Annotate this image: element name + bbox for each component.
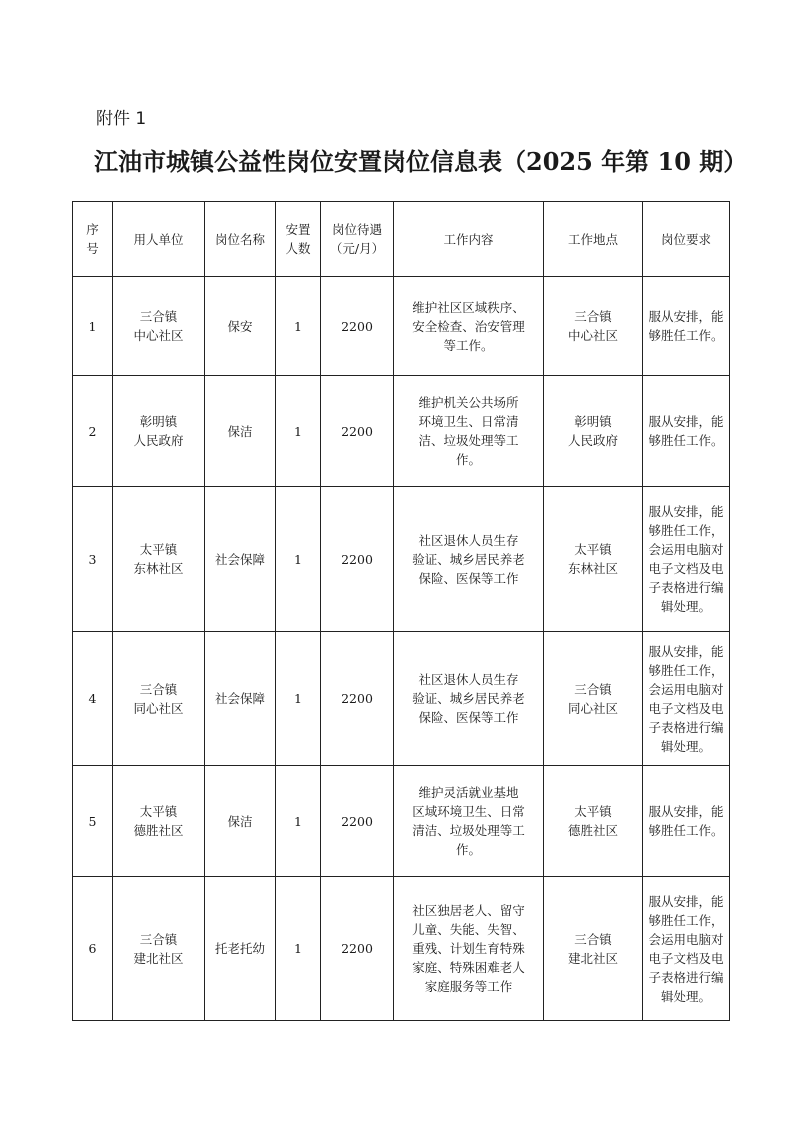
cell-position: 社会保障	[205, 632, 276, 766]
cell-no: 4	[73, 632, 113, 766]
cell-count: 1	[276, 877, 321, 1021]
cell-count: 1	[276, 487, 321, 632]
cell-requirement: 服从安排，能 够胜任工作。	[643, 277, 730, 376]
cell-position: 保洁	[205, 376, 276, 487]
cell-salary: 2200	[321, 632, 394, 766]
cell-location: 三合镇 建北社区	[544, 877, 643, 1021]
cell-requirement: 服从安排，能 够胜任工作。	[643, 376, 730, 487]
table-row	[73, 877, 730, 1021]
cell-count: 1	[276, 277, 321, 376]
cell-position: 托老托幼	[205, 877, 276, 1021]
cell-salary: 2200	[321, 376, 394, 487]
cell-location: 彰明镇 人民政府	[544, 376, 643, 487]
cell-employer: 三合镇 同心社区	[113, 632, 205, 766]
cell-content: 社区退休人员生存 验证、城乡居民养老 保险、医保等工作	[394, 487, 544, 632]
table-row	[73, 766, 730, 877]
cell-no: 5	[73, 766, 113, 877]
header-requirement: 岗位要求	[643, 202, 730, 277]
cell-no: 3	[73, 487, 113, 632]
table-row	[73, 376, 730, 487]
cell-requirement: 服从安排，能 够胜任工作， 会运用电脑对 电子文档及电 子表格进行编 辑处理。	[643, 632, 730, 766]
cell-requirement: 服从安排，能 够胜任工作。	[643, 766, 730, 877]
cell-location: 三合镇 同心社区	[544, 632, 643, 766]
header-employer: 用人单位	[113, 202, 205, 277]
header-no: 序 号	[73, 202, 113, 277]
header-count: 安置 人数	[276, 202, 321, 277]
cell-salary: 2200	[321, 487, 394, 632]
cell-requirement: 服从安排，能 够胜任工作， 会运用电脑对 电子文档及电 子表格进行编 辑处理。	[643, 487, 730, 632]
header-position: 岗位名称	[205, 202, 276, 277]
header-content: 工作内容	[394, 202, 544, 277]
cell-count: 1	[276, 376, 321, 487]
cell-no: 6	[73, 877, 113, 1021]
cell-employer: 三合镇 建北社区	[113, 877, 205, 1021]
table-row	[73, 277, 730, 376]
cell-content: 维护机关公共场所 环境卫生、日常清 洁、垃圾处理等工 作。	[394, 376, 544, 487]
cell-no: 2	[73, 376, 113, 487]
cell-employer: 太平镇 东林社区	[113, 487, 205, 632]
cell-location: 太平镇 东林社区	[544, 487, 643, 632]
table-header-row	[73, 202, 730, 277]
cell-employer: 彰明镇 人民政府	[113, 376, 205, 487]
cell-requirement: 服从安排，能 够胜任工作， 会运用电脑对 电子文档及电 子表格进行编 辑处理。	[643, 877, 730, 1021]
cell-location: 太平镇 德胜社区	[544, 766, 643, 877]
cell-count: 1	[276, 766, 321, 877]
cell-content: 维护灵活就业基地 区域环境卫生、日常 清洁、垃圾处理等工 作。	[394, 766, 544, 877]
cell-salary: 2200	[321, 766, 394, 877]
cell-position: 社会保障	[205, 487, 276, 632]
cell-content: 社区退休人员生存 验证、城乡居民养老 保险、医保等工作	[394, 632, 544, 766]
cell-employer: 太平镇 德胜社区	[113, 766, 205, 877]
header-location: 工作地点	[544, 202, 643, 277]
table-row	[73, 487, 730, 632]
cell-employer: 三合镇 中心社区	[113, 277, 205, 376]
cell-content: 社区独居老人、留守 儿童、失能、失智、 重残、计划生育特殊 家庭、特殊困难老人 家庭服务等工作	[394, 877, 544, 1021]
cell-no: 1	[73, 277, 113, 376]
page-title: 江油市城镇公益性岗位安置岗位信息表（2025 年第 10 期）	[94, 147, 748, 176]
job-info-table	[72, 201, 730, 1021]
cell-position: 保安	[205, 277, 276, 376]
attachment-label: 附件 1	[96, 109, 147, 129]
header-salary: 岗位待遇 （元/月）	[321, 202, 394, 277]
cell-location: 三合镇 中心社区	[544, 277, 643, 376]
cell-content: 维护社区区域秩序、 安全检查、治安管理 等工作。	[394, 277, 544, 376]
cell-salary: 2200	[321, 877, 394, 1021]
cell-salary: 2200	[321, 277, 394, 376]
cell-position: 保洁	[205, 766, 276, 877]
table-row	[73, 632, 730, 766]
cell-count: 1	[276, 632, 321, 766]
